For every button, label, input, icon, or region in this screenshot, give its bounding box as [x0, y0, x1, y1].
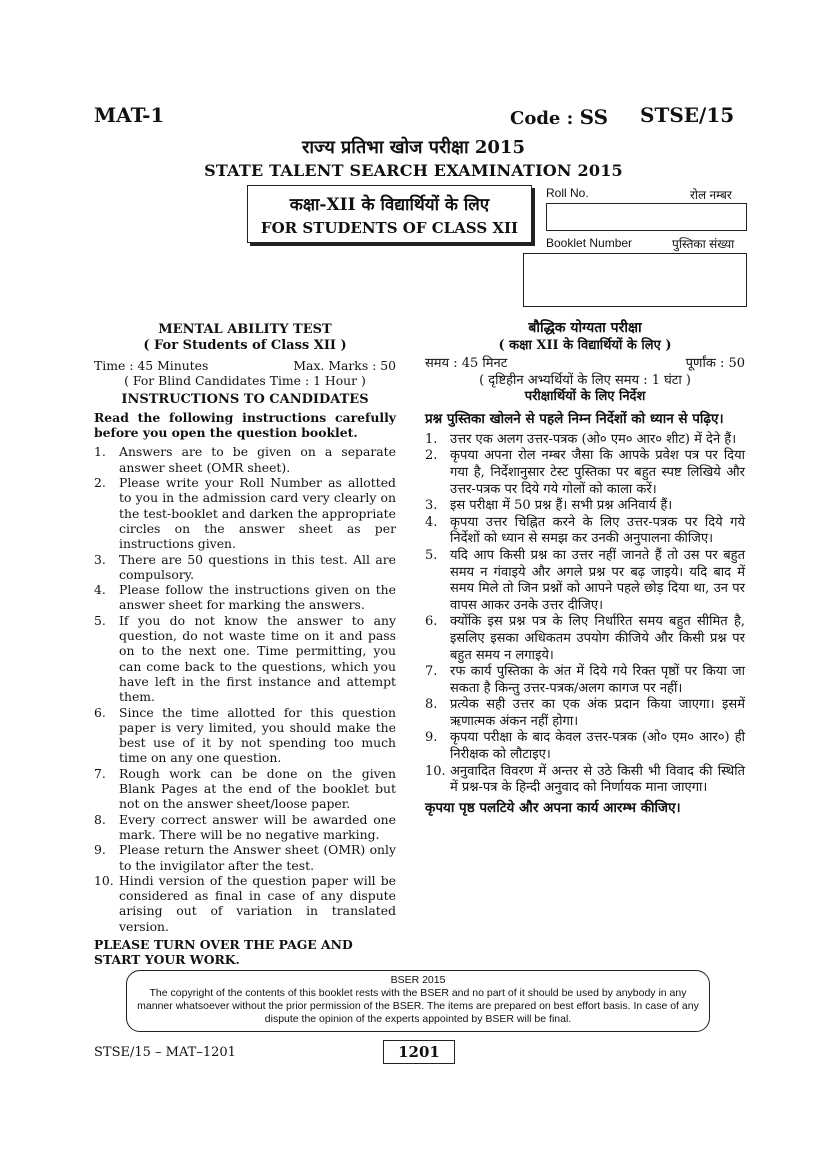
instruction-number: 2.	[425, 448, 438, 464]
instruction-text: यदि आप किसी प्रश्न का उत्तर नहीं जानते हैं तो उस पर बहुत समय न गंवाइये और अगले प्रश्न पर बढ़ जाइये। यदि बाद में समय मिले तो जिन प्रश्नों को आपने पहले छोड़ दिया था, उन पर वापस आकर उनके उत्तर दीजिए।	[450, 547, 745, 613]
english-closing: PLEASE TURN OVER THE PAGE AND START YOUR WORK.	[94, 936, 353, 968]
copyright-text: The copyright of the contents of this booklet rests with the BSER and no part of it should be used by anybody in any manner whatsoever without the prior permission of the BSER. The items are prepared on best effort basis. In case of any dispute the opinion of the experts appointed by BSER will be final.	[137, 987, 699, 1025]
roll-number-field[interactable]	[546, 203, 747, 231]
instruction-text: रफ कार्य पुस्तिका के अंत में दिये गये रिक्त पृष्ठों पर किया जा सकता है किन्तु उत्तर-पत्रक/अलग कागज पर नहीं।	[450, 664, 745, 696]
instruction-number: 6.	[94, 704, 106, 720]
booklet-number-field[interactable]	[523, 253, 747, 307]
code-label-text: Code :	[510, 108, 574, 129]
footer-code: STSE/15 – MAT–1201	[94, 1045, 236, 1060]
instruction-number: 4.	[425, 514, 438, 530]
instruction-number: 5.	[94, 612, 106, 628]
instruction-number: 3.	[94, 551, 106, 567]
class-box-english: FOR STUDENTS OF CLASS XII	[260, 219, 519, 237]
instruction-text: Since the time allotted for this question paper is very limited, you should make the best use of it by not spending too much time on any one question.	[119, 704, 396, 766]
english-instruction-item	[94, 475, 396, 551]
copyright-title: BSER 2015	[390, 974, 446, 986]
hindi-instruction-list	[425, 432, 745, 797]
instruction-number: 5.	[425, 547, 438, 563]
english-instruction-item	[94, 552, 396, 583]
instruction-number: 10.	[94, 872, 114, 888]
instruction-number: 10.	[425, 763, 446, 779]
english-instruction-item	[94, 582, 396, 613]
booklet-label-hi: पुस्तिका संख्या	[672, 237, 735, 251]
instruction-number: 1.	[425, 431, 438, 447]
instruction-number: 8.	[425, 697, 438, 713]
code-label	[510, 105, 608, 129]
instruction-number: 8.	[94, 811, 106, 827]
english-marks: Max. Marks : 50	[293, 358, 396, 373]
english-subtitle: ( For Students of Class XII )	[143, 338, 347, 353]
instruction-text: Rough work can be done on the given Blank Pages at the end of the booklet but not on the answer sheet/loose paper.	[119, 765, 396, 812]
english-instruction-item	[94, 766, 396, 812]
english-blind-note: ( For Blind Candidates Time : 1 Hour )	[124, 373, 366, 389]
title-hindi: राज्य प्रतिभा खोज परीक्षा 2015	[302, 137, 525, 158]
paper-code-left: MAT-1	[94, 103, 165, 127]
instruction-number: 9.	[94, 842, 106, 858]
instruction-number: 7.	[94, 765, 106, 781]
instruction-number: 9.	[425, 730, 438, 746]
roll-label-en: Roll No.	[546, 186, 589, 200]
english-instruction-item	[94, 613, 396, 705]
class-box	[247, 185, 532, 243]
instruction-text: अनुवादित विवरण में अन्तर से उठे किसी भी विवाद की स्थिति में प्रश्न-पत्र के हिन्दी अनुवाद को निर्णायक माना जाएगा।	[450, 763, 745, 796]
hindi-blind-note: ( दृष्टिहीन अभ्यर्थियों के लिए समय : 1 घंटा )	[479, 372, 691, 388]
hindi-closing: कृपया पृष्ठ पलटिये और अपना कार्य आरम्भ कीजिए।	[425, 799, 681, 816]
english-instruction-item	[94, 873, 396, 934]
hindi-intro: प्रश्न पुस्तिका खोलने से पहले निम्न निर्देशों को ध्यान से पढ़िए।	[425, 410, 724, 427]
instruction-text: उत्तर एक अलग उत्तर-पत्रक (ओ० एम० आर० शीट) में देने हैं।	[450, 431, 737, 447]
paper-code-right: STSE/15	[640, 103, 735, 127]
hindi-instruction-item	[425, 448, 745, 498]
hindi-instruction-item	[425, 764, 745, 797]
instruction-number: 3.	[425, 498, 438, 514]
booklet-label-en: Booklet Number	[546, 236, 633, 250]
instruction-text: If you do not know the answer to any question, do not waste time on it and pass on to the next one. Time permitting, you can come back to the questions, which you have left in the first instance and attempt them.	[119, 612, 396, 705]
hindi-instruction-item	[425, 730, 745, 763]
english-instruction-item	[94, 842, 396, 873]
hindi-instruction-item	[425, 498, 745, 515]
copyright-box	[126, 970, 710, 1032]
hindi-title: बौद्धिक योग्यता परीक्षा	[528, 320, 642, 336]
hindi-instruction-item	[425, 614, 745, 664]
hindi-instruction-item	[425, 515, 745, 548]
english-time-row	[94, 358, 396, 373]
class-box-hindi: कक्षा-XII के विद्यार्थियों के लिए	[289, 195, 490, 215]
instruction-number: 1.	[94, 444, 106, 460]
instruction-number: 7.	[425, 664, 438, 680]
hindi-instruction-item	[425, 697, 745, 730]
instruction-text: Every correct answer will be awarded one mark. There will be no negative marking.	[119, 811, 396, 842]
english-instructions-heading: INSTRUCTIONS TO CANDIDATES	[121, 391, 369, 407]
english-instruction-item	[94, 705, 396, 766]
roll-label-hi: रोल नम्बर	[690, 188, 732, 202]
instruction-text: कृपया अपना रोल नम्बर जैसा कि आपके प्रवेश पत्र पर दिया गया है, निर्देशानुसार टेस्ट पुस्तिका पर बहुत स्पष्ट लिखिये और उत्तर-पत्रक पर दिये गये गोलों को काला करें।	[450, 448, 745, 497]
instruction-number: 4.	[94, 582, 106, 598]
instruction-text: There are 50 questions in this test. All are compulsory.	[119, 551, 396, 582]
hindi-time-row	[425, 356, 745, 373]
english-intro: Read the following instructions carefully before you open the question booklet.	[94, 409, 396, 441]
english-instructions	[94, 322, 396, 968]
hindi-instruction-item	[425, 664, 745, 697]
hindi-subtitle: ( कक्षा XII के विद्यार्थियों के लिए )	[498, 338, 672, 353]
instruction-text: कृपया परीक्षा के बाद केवल उत्तर-पत्रक (ओ० एम० आर०) ही निरीक्षक को लौटाइए।	[450, 730, 745, 763]
instruction-text: Please return the Answer sheet (OMR) only to the invigilator after the test.	[119, 842, 396, 873]
instruction-text: प्रत्येक सही उत्तर का एक अंक प्रदान किया जाएगा। इसमें ऋणात्मक अंकन नहीं होगा।	[450, 697, 745, 729]
instruction-text: Please follow the instructions given on the answer sheet for marking the answers.	[119, 582, 396, 613]
hindi-instructions-heading: परीक्षार्थियों के लिए निर्देश	[524, 389, 646, 405]
instruction-number: 6.	[425, 614, 438, 630]
instruction-text: क्योंकि इस प्रश्न पत्र के लिए निर्धारित समय बहुत सीमित है, इसलिए इसका अधिकतम उपयोग कीजिये और किसी प्रश्न पर बहुत समय न लगाइये।	[450, 614, 745, 663]
english-instruction-item	[94, 444, 396, 475]
instruction-text: कृपया उत्तर चिह्नित करने के लिए उत्तर-पत्रक पर दिये गये निर्देशों को ध्यान से समझ कर उनकी अनुपालना कीजिए।	[450, 514, 745, 547]
english-instruction-item	[94, 812, 396, 843]
english-instruction-list	[94, 444, 396, 934]
instruction-text: Please write your Roll Number as allotted to you in the admission card very clearly on the test-booklet and darken the appropriate circles on the answer sheet as per instructions given.	[119, 475, 396, 552]
title-english: STATE TALENT SEARCH EXAMINATION 2015	[204, 161, 623, 180]
instruction-text: इस परीक्षा में 50 प्रश्न हैं। सभी प्रश्न अनिवार्य हैं।	[450, 498, 673, 514]
hindi-time: समय : 45 मिनट	[425, 356, 508, 371]
instruction-text: Answers are to be given on a separate answer sheet (OMR sheet).	[119, 444, 396, 475]
booklet-number-badge: 1201	[383, 1040, 455, 1064]
hindi-marks: पूर्णांक : 50	[685, 356, 745, 371]
hindi-instructions	[425, 320, 745, 816]
english-time: Time : 45 Minutes	[94, 358, 209, 373]
hindi-instruction-item	[425, 548, 745, 614]
code-value: SS	[579, 105, 609, 129]
hindi-instruction-item	[425, 432, 745, 449]
english-title: MENTAL ABILITY TEST	[158, 322, 332, 337]
instruction-number: 2.	[94, 475, 106, 491]
instruction-text: Hindi version of the question paper will be considered as final in case of any dispute arising out of variation in translated version.	[119, 872, 396, 934]
